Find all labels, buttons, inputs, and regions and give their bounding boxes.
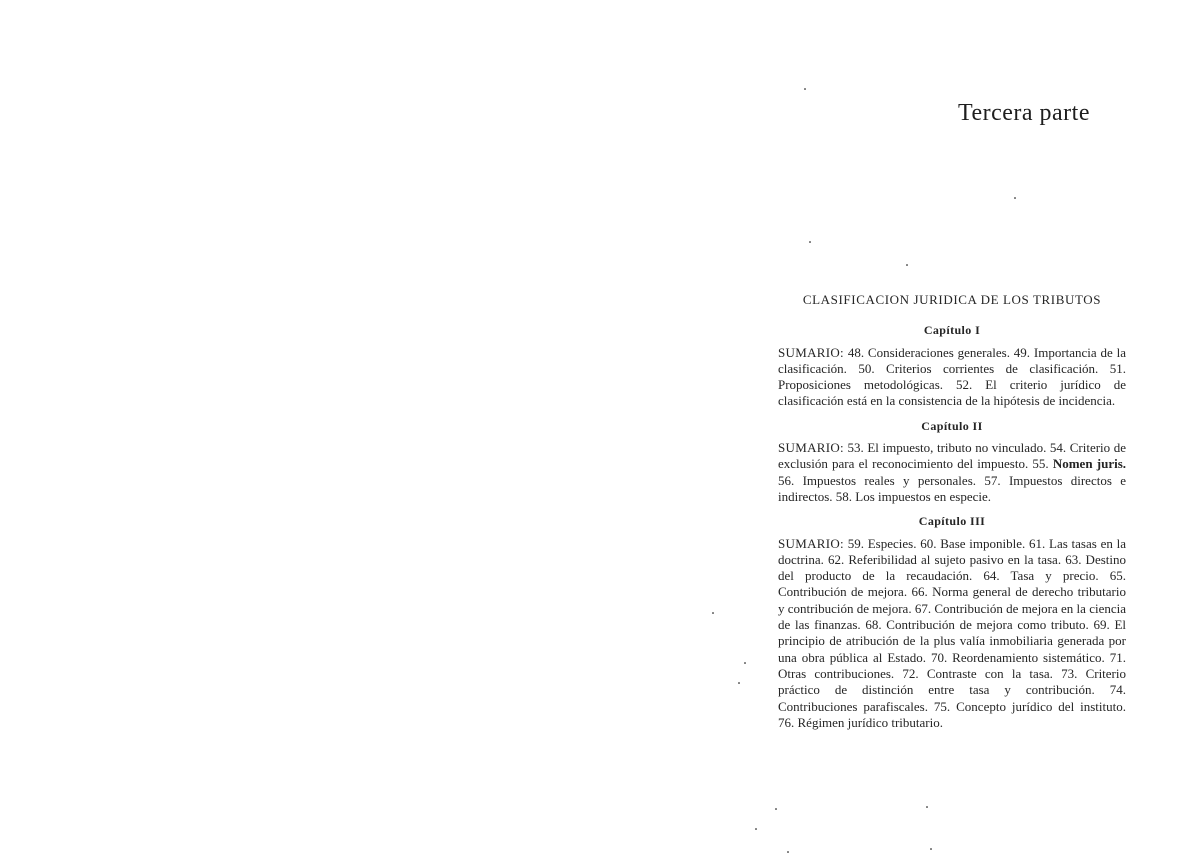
summary-text: 53. El impuesto, tributo no vinculado. 54. Criterio de exclusión para el reconocimiento del impuesto. 55.: [778, 440, 1126, 472]
main-title: CLASIFICACION JURIDICA DE LOS TRIBUTOS: [802, 292, 1102, 307]
scan-speck: [930, 848, 932, 850]
summary-lead: SUMARIO:: [778, 344, 844, 360]
chapter-2-summary: [778, 440, 1126, 505]
summary-text: 48. Consideraciones generales. 49. Importancia de la clasificación. 50. Criterios corrientes de clasificación. 51. Proposiciones metodológicas. 52. El criterio jurídico de clasificación está en la consistencia de la hipótesis de incidencia.: [778, 344, 1127, 409]
chapter-2-title: Capítulo II: [921, 418, 983, 433]
scan-speck: [906, 264, 908, 266]
scan-speck: [926, 806, 928, 808]
chapter-summaries: [778, 292, 1126, 739]
part-title: Tercera parte: [957, 100, 1090, 126]
scan-speck: [809, 241, 811, 243]
scan-speck: [712, 612, 714, 614]
chapter-3-summary: [778, 536, 1126, 732]
summary-lead: SUMARIO:: [778, 440, 844, 456]
scan-speck: [755, 828, 757, 830]
scan-speck: [1014, 197, 1016, 199]
summary-lead: SUMARIO:: [778, 535, 844, 551]
summary-text: 56. Impuestos reales y personales. 57. Impuestos directos e indirectos. 58. Los impuestos en especie.: [778, 472, 1126, 504]
scan-speck: [804, 88, 806, 90]
summary-bold-term: Nomen juris.: [1052, 456, 1127, 472]
summary-text: 59. Especies. 60. Base imponible. 61. Las tasas en la doctrina. 62. Referibilidad al sujeto pasivo en la tasa. 63. Destino del producto de la recaudación. 64. Tasa y precio. 65. Contribución de mejora. 66. Norma general de derecho tributario y contribución de mejora. 67. Contribución de mejora en la ciencia de las finanzas. 68. Contribución de mejora como tributo. 69. El principio de atribución de la plus valía inmobiliaria generada por una obra pública al Estado. 70. Reordenamiento sistemático. 71. Otras contribuciones. 72. Contraste con la tasa. 73. Criterio práctico de distinción entre tasa y contribución. 74. Contribuciones parafiscales. 75. Concepto jurídico del instituto. 76. Régimen jurídico tributario.: [778, 535, 1126, 730]
scan-speck: [738, 682, 740, 684]
chapter-1-title: Capítulo I: [923, 323, 981, 338]
chapter-1-summary: [778, 345, 1126, 410]
scan-speck: [787, 851, 789, 853]
scan-speck: [744, 662, 746, 664]
scan-speck: [775, 808, 777, 810]
chapter-3-title: Capítulo III: [918, 514, 986, 529]
